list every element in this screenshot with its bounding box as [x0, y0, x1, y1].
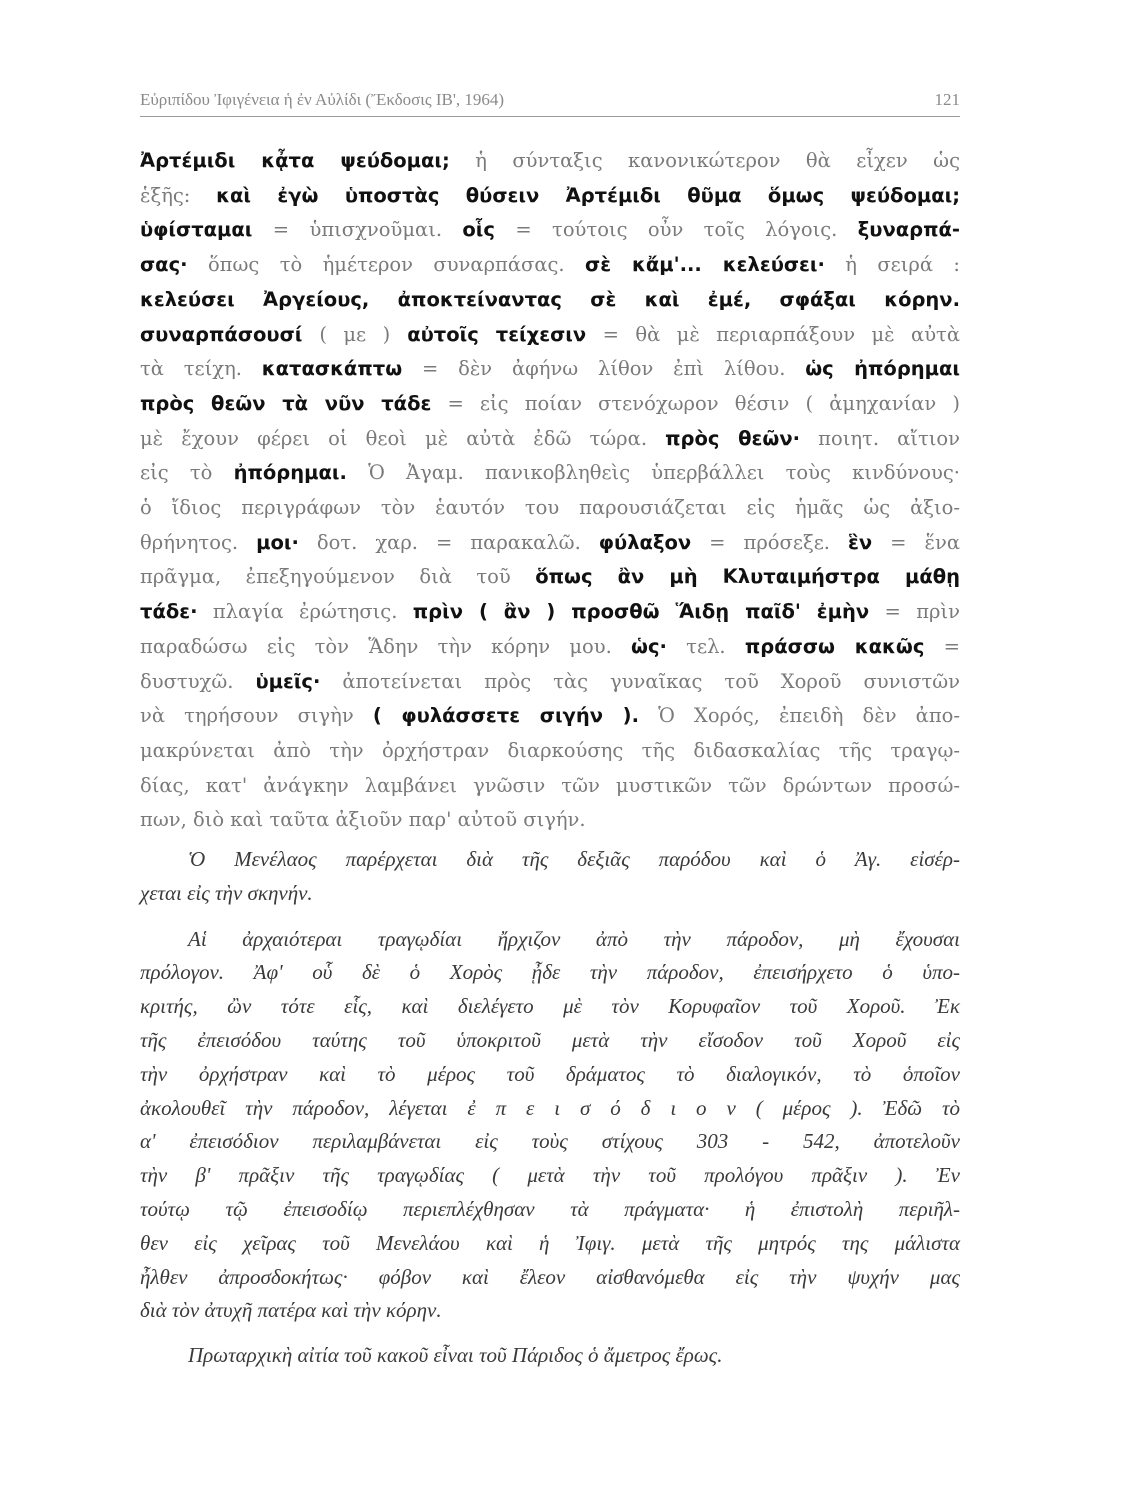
commentary-line: [140, 734, 960, 769]
gloss: = δὲν ἀφήνω λίθον ἐπὶ λίθου.: [402, 357, 806, 381]
lemma: καὶ ἐγὼ ὑποστὰς θύσειν Ἀρτέμιδι θῦμα ὅμως ψεύδομαι;: [216, 183, 960, 207]
lemma: ξυναρπά-: [857, 218, 960, 242]
lemma: αὐτοῖς τείχεσιν: [390, 322, 587, 346]
gloss: Ὁ Χορός, ἐπειδὴ δὲν ἀπο-: [639, 704, 960, 728]
lemma: ὅπως ἂν μὴ Κλυταιμήστρα μάθῃ: [535, 565, 960, 589]
lemma: ὑφίσταμαι: [140, 218, 253, 242]
commentary-line: [140, 422, 960, 457]
gloss: ὁ ἴδιος περιγράφων τὸν ἑαυτόν του παρουσιάζεται εἰς ἡμᾶς ὡς ἀξιο-: [140, 496, 960, 520]
gloss: πλαγία ἐρώτησις.: [197, 600, 413, 624]
introductory-note: [140, 843, 960, 1373]
lemma: πράσσω κακῶς: [744, 634, 925, 658]
gloss: = πρόσεξε.: [691, 530, 848, 554]
gloss: πων, διὸ καὶ ταῦτα ἀξιοῦν παρ' αὐτοῦ σιγήν.: [140, 808, 586, 832]
commentary-line: [140, 144, 960, 179]
gloss: = θὰ μὲ περιαρπάξουν μὲ αὐτὰ: [586, 322, 960, 346]
commentary-line: [140, 283, 960, 318]
gloss: εἰς τὸ: [140, 461, 234, 485]
intro-line: χεται εἰς τὴν σκηνήν.: [140, 880, 313, 905]
gloss: = ὑπισχνοῦμαι.: [252, 218, 463, 242]
lemma: φύλαξον: [598, 530, 692, 554]
intro-line: τὴν β' πρᾶξιν τῆς τραγῳδίας ( μετὰ τὴν τοῦ προλόγου πρᾶξιν ). Ἐν: [140, 1163, 960, 1188]
commentary-line: [140, 213, 960, 248]
gloss: = ἕνα: [872, 530, 960, 554]
lemma: ἓν: [848, 530, 873, 554]
gloss: ἡ σειρά :: [824, 253, 961, 277]
commentary-line: [140, 665, 960, 700]
intro-line: ἦλθεν ἀπροσδοκήτως· φόβον καὶ ἔλεον αἰσθανόμεθα εἰς τὴν ψυχήν μας: [140, 1264, 960, 1289]
commentary-line: [140, 352, 960, 387]
gloss: ἑξῆς:: [140, 183, 217, 207]
intro-line: ἀκολουθεῖ τὴν πάροδον, λέγεται ἐ π ε ι σ ό δ ι ο ν ( μέρος ). Ἐδῶ τὸ: [140, 1095, 960, 1120]
intro-line: διὰ τὸν ἀτυχῆ πατέρα καὶ τὴν κόρην.: [140, 1298, 442, 1323]
page-number: 121: [934, 90, 960, 109]
gloss: τὰ τείχη.: [140, 357, 262, 381]
gloss: = εἰς ποίαν στενόχωρον θέσιν ( ἀμηχανίαν ): [431, 391, 960, 415]
gloss: πρᾶγμα, ἐπεξηγούμενον διὰ τοῦ: [140, 565, 536, 589]
gloss: =: [924, 634, 960, 658]
lemma: ὡς·: [631, 634, 667, 658]
lemma: ὑμεῖς·: [255, 669, 321, 693]
commentary-line: [140, 248, 960, 283]
intro-line: κριτής, ὢν τότε εἷς, καὶ διελέγετο μὲ τὸν Κορυφαῖον τοῦ Χοροῦ. Ἐκ: [140, 994, 960, 1019]
gloss: = πρὶν: [869, 600, 960, 624]
intro-line: Πρωταρχικὴ αἰτία τοῦ κακοῦ εἶναι τοῦ Πάριδος ὁ ἄμετρος ἔρως.: [188, 1343, 723, 1368]
lemma: πρὸς θεῶν τὰ νῦν τάδε: [140, 391, 432, 415]
commentary-line: [140, 560, 960, 595]
gloss: Ὁ Ἀγαμ. πανικοβληθεὶς ὑπερβάλλει τοὺς κινδύνους·: [346, 461, 960, 485]
gloss: ἀποτείνεται πρὸς τὰς γυναῖκας τοῦ Χοροῦ συνιστῶν: [320, 669, 960, 693]
lemma: σας·: [140, 253, 188, 277]
gloss: τελ.: [666, 634, 745, 658]
intro-line: α' ἐπεισόδιον περιλαμβάνεται εἰς τοὺς στίχους 303 - 542, ἀποτελοῦν: [140, 1129, 960, 1154]
gloss: ποιητ. αἴτιον: [800, 426, 960, 450]
lemma: Ἀρτέμιδι κᾆτα ψεύδομαι;: [140, 149, 450, 172]
commentary-line: [140, 769, 960, 804]
gloss: δίας, κατ' ἀνάγκην λαμβάνει γνῶσιν τῶν μυστικῶν τῶν δρώντων προσώ-: [140, 773, 960, 797]
intro-line: πρόλογον. Ἀφ' οὗ δὲ ὁ Χορὸς ᾖδε τὴν πάροδον, ἐπεισήρχετο ὁ ὑπο-: [140, 960, 960, 985]
intro-paragraph: [140, 923, 960, 1329]
intro-line: τούτῳ τῷ ἐπεισοδίῳ περιεπλέχθησαν τὰ πράγματα· ἡ ἐπιστολὴ περιῆλ-: [140, 1196, 960, 1221]
commentary-line: [140, 699, 960, 734]
gloss: νὰ τηρήσουν σιγὴν: [140, 704, 373, 728]
gloss: μὲ ἔχουν φέρει οἱ θεοὶ μὲ αὐτὰ ἐδῶ τώρα.: [140, 426, 666, 450]
commentary-line: [140, 630, 960, 665]
commentary-line: [140, 803, 960, 838]
commentary-line: [140, 318, 960, 353]
commentary-line: [140, 179, 960, 214]
gloss: θρήνητος.: [140, 530, 257, 554]
lemma: πρὶν ( ἂν ) προσθῶ Ἅιδῃ παῖδ' ἐμὴν: [412, 600, 870, 624]
gloss: δοτ. χαρ. = παρακαλῶ.: [298, 530, 599, 554]
gloss: ὅπως τὸ ἡμέτερον συναρπάσας.: [187, 253, 586, 277]
lemma: οἷς: [462, 218, 495, 242]
intro-line: Ὁ Μενέλαος παρέρχεται διὰ τῆς δεξιᾶς παρόδου καὶ ὁ Ἀγ. εἰσέρ-: [188, 847, 960, 871]
commentary-line: [140, 595, 960, 630]
intro-paragraph: [140, 843, 960, 911]
lemma: σὲ κἄμ'... κελεύσει·: [585, 253, 825, 277]
gloss: δυστυχῶ.: [140, 669, 256, 693]
intro-line: Αἱ ἀρχαιότεραι τραγῳδίαι ἤρχιζον ἀπὸ τὴν πάροδον, μὴ ἔχουσαι: [188, 926, 960, 951]
lemma: τάδε·: [140, 600, 198, 624]
commentary-notes: [140, 144, 960, 838]
running-header: [140, 88, 960, 117]
lemma: πρὸς θεῶν·: [665, 426, 801, 450]
commentary-line: [140, 387, 960, 422]
gloss: μακρύνεται ἀπὸ τὴν ὀρχήστραν διαρκούσης τῆς διδασκαλίας τῆς τραγῳ-: [140, 738, 960, 762]
lemma: ἠπόρημαι.: [233, 461, 347, 485]
commentary-line: [140, 526, 960, 561]
lemma: ( φυλάσσετε σιγήν ).: [372, 704, 639, 728]
intro-paragraph: [140, 1339, 960, 1373]
lemma: μοι·: [256, 530, 299, 554]
commentary-line: [140, 456, 960, 491]
intro-line: τῆς ἐπεισόδου ταύτης τοῦ ὑποκριτοῦ μετὰ τὴν εἴσοδον τοῦ Χοροῦ εἰς: [140, 1027, 960, 1052]
lemma: ὡς ἠπόρημαι: [805, 357, 961, 381]
gloss: παραδώσω εἰς τὸν Ἅδην τὴν κόρην μου.: [140, 634, 632, 658]
gloss: ( με ): [319, 322, 391, 346]
lemma: κατασκάπτω: [261, 357, 403, 381]
lemma: συναρπάσουσί: [140, 322, 320, 346]
gloss: = τούτοις οὖν τοῖς λόγοις.: [494, 218, 858, 242]
intro-line: τὴν ὀρχήστραν καὶ τὸ μέρος τοῦ δράματος τὸ διαλογικόν, τὸ ὁποῖον: [140, 1061, 960, 1086]
running-title: Εὐριπίδου Ἰφιγένεια ἡ ἐν Αὐλίδι (Ἔκδοσις ΙΒ', 1964): [140, 90, 505, 109]
gloss: ἡ σύνταξις κανονικώτερον θὰ εἶχεν ὡς: [449, 149, 960, 172]
commentary-line: [140, 491, 960, 526]
lemma: κελεύσει Ἀργείους, ἀποκτείναντας σὲ καὶ ἐμέ, σφάξαι κόρην.: [140, 287, 960, 311]
intro-line: θεν εἰς χεῖρας τοῦ Μενελάου καὶ ἡ Ἰφιγ. μετὰ τῆς μητρός της μάλιστα: [140, 1230, 960, 1255]
